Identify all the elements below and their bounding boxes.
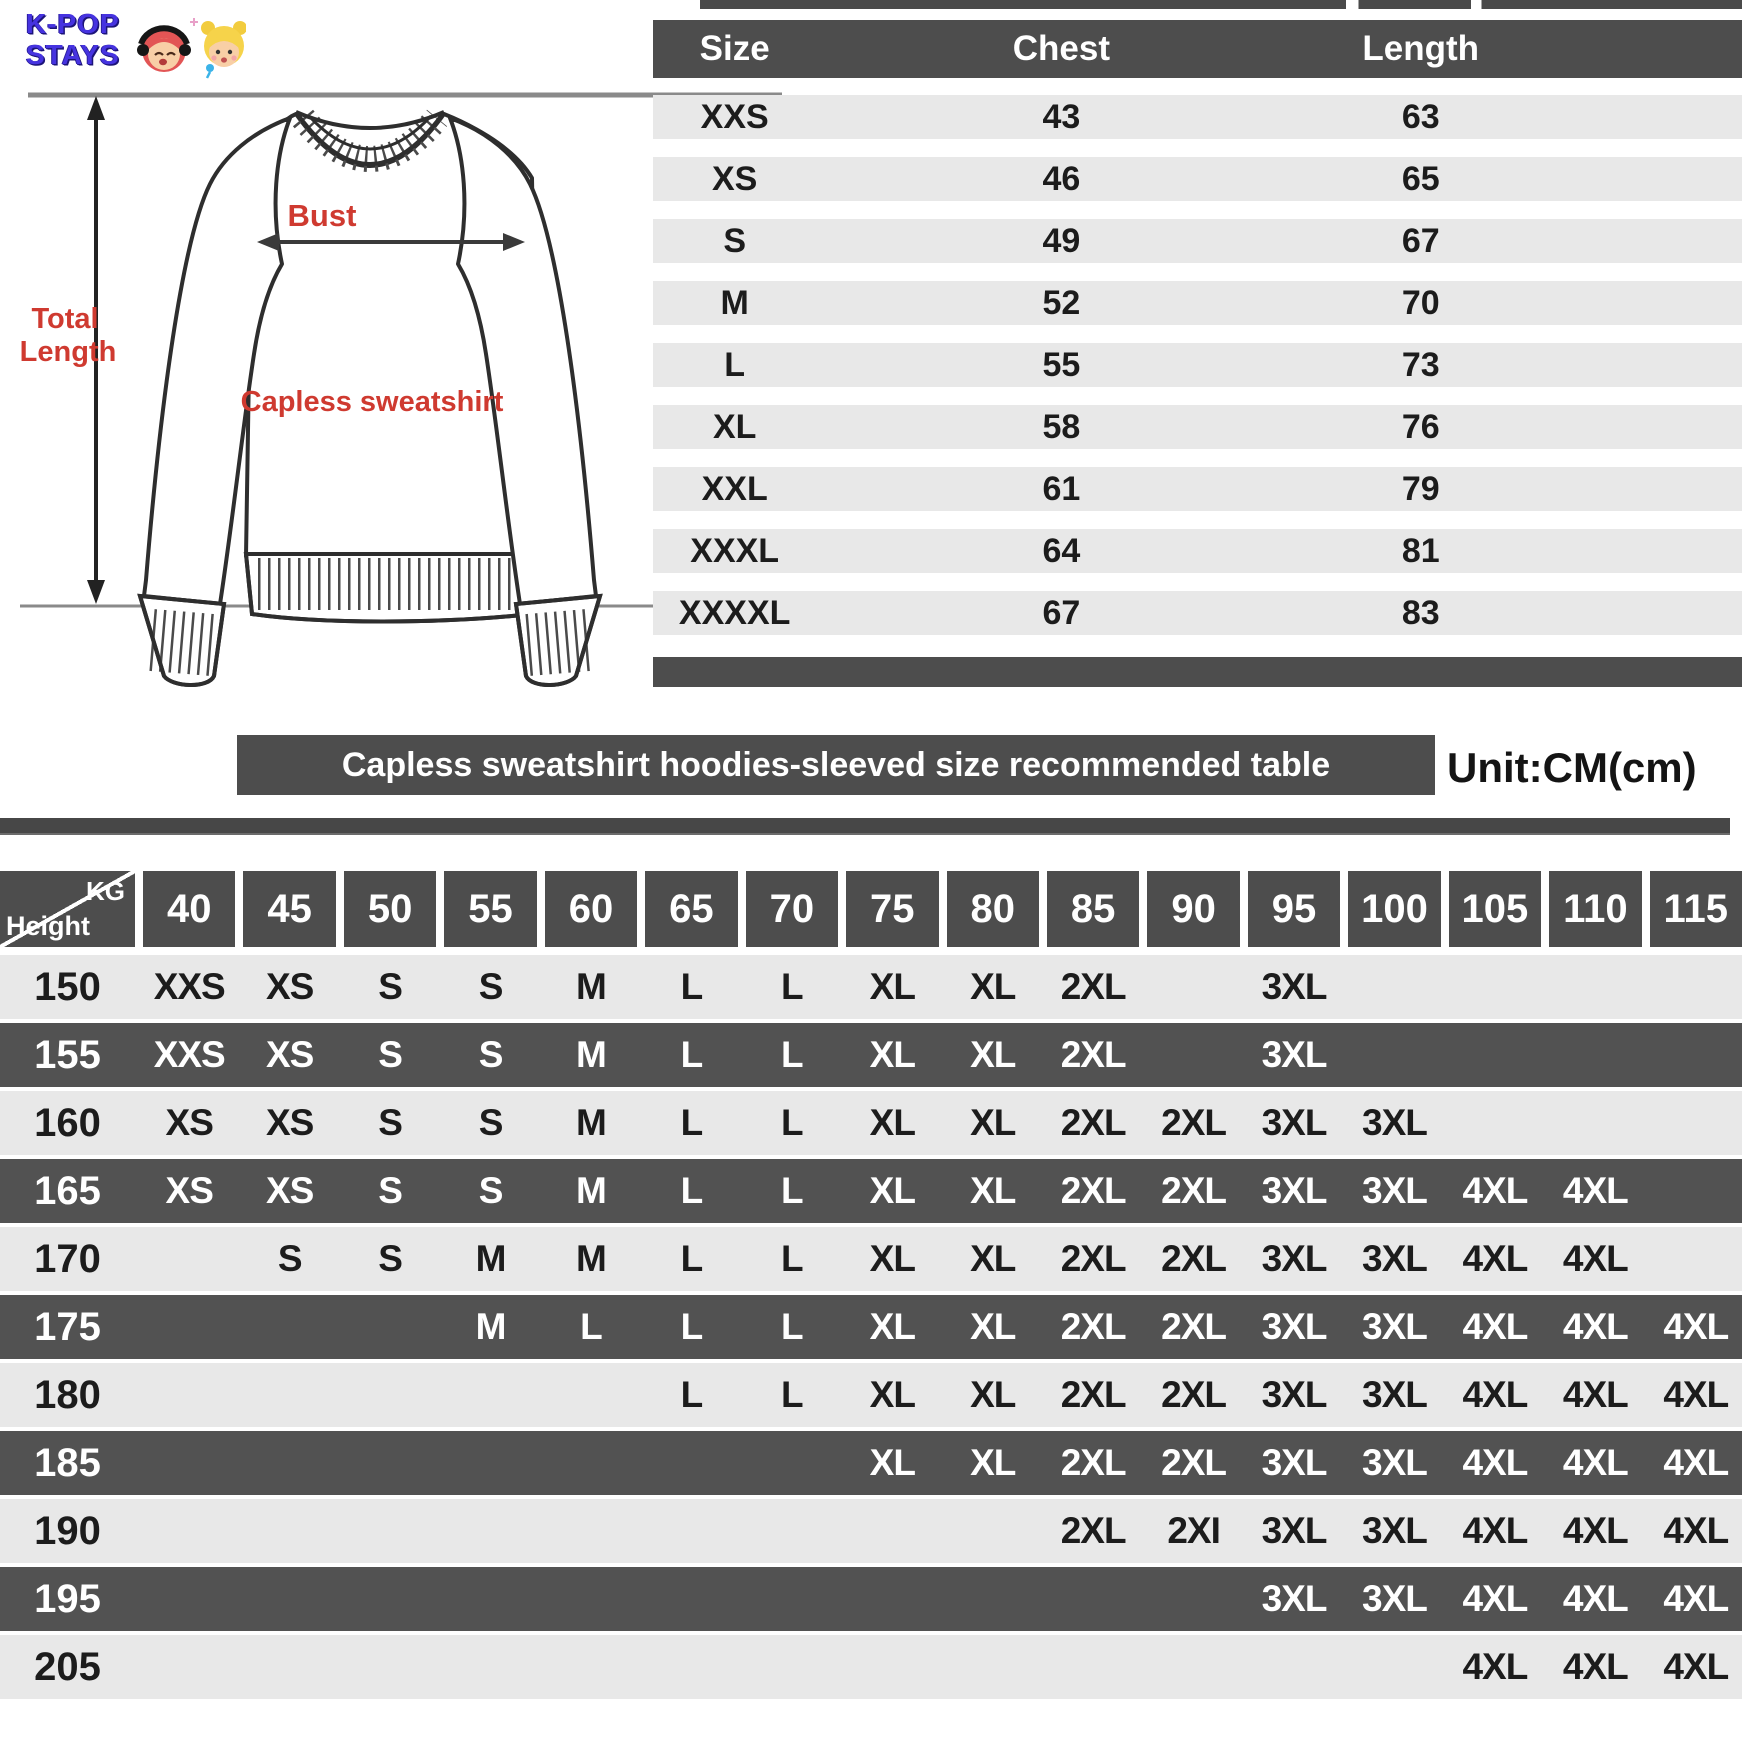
weight-header-cell: 70 <box>746 871 838 947</box>
height-cell: 185 <box>34 1440 101 1485</box>
height-cell: 165 <box>34 1168 101 1213</box>
recommended-size-cell: 4XL <box>1663 1510 1729 1551</box>
recommended-size-cell: 3XL <box>1362 1306 1427 1347</box>
length-cell: 79 <box>1401 469 1440 508</box>
recommend-row <box>0 1023 1742 1087</box>
recommended-size-cell: XL <box>869 1034 915 1075</box>
size-cell: XXL <box>701 469 768 508</box>
recommended-size-cell: M <box>475 1306 506 1347</box>
recommended-size-cell: 3XL <box>1362 1170 1427 1211</box>
height-cell: 170 <box>34 1236 101 1281</box>
recommended-size-cell: 2XL <box>1161 1102 1227 1143</box>
chest-cell: 67 <box>1042 593 1081 632</box>
recommended-size-cell: 3XL <box>1362 1238 1427 1279</box>
kg-label: KG <box>86 876 125 906</box>
recommended-size-cell: 4XL <box>1562 1646 1628 1687</box>
recommended-size-cell: 3XL <box>1362 1102 1427 1143</box>
length-cell: 73 <box>1401 345 1440 384</box>
weight-header-cell: 85 <box>1047 871 1139 947</box>
recommended-size-cell: L <box>680 1034 703 1075</box>
recommended-size-cell: 4XL <box>1663 1578 1729 1619</box>
size-table <box>653 20 1742 687</box>
recommended-size-cell: M <box>576 966 606 1007</box>
weight-header-cell: 55 <box>444 871 536 947</box>
size-col-header: Size <box>699 29 770 68</box>
recommended-size-cell: XL <box>970 966 1016 1007</box>
recommended-size-cell: 4XL <box>1562 1374 1628 1415</box>
height-cell: 155 <box>34 1032 101 1077</box>
total-length-label-line1: Total <box>31 303 99 335</box>
recommended-size-cell: XS <box>265 1034 314 1075</box>
recommended-size-cell: XL <box>869 1442 915 1483</box>
recommended-size-cell: 4XL <box>1462 1646 1528 1687</box>
recommended-size-cell: 3XL <box>1362 1374 1427 1415</box>
recommended-size-cell: XL <box>869 966 915 1007</box>
weight-header-cell: 60 <box>545 871 637 947</box>
recommended-size-cell: 3XL <box>1261 1442 1327 1483</box>
product-label: Capless sweatshirt <box>240 386 504 418</box>
recommended-size-cell: 2XL <box>1161 1442 1227 1483</box>
chest-cell: 64 <box>1042 531 1081 570</box>
size-table-footer-bar <box>653 657 1742 687</box>
recommended-size-cell: 2XL <box>1060 1306 1126 1347</box>
recommended-size-cell: 4XL <box>1663 1442 1729 1483</box>
size-table-row <box>653 95 1742 139</box>
chest-cell: 58 <box>1042 407 1081 446</box>
size-table-row <box>653 281 1742 325</box>
recommended-size-cell: 2XL <box>1161 1238 1227 1279</box>
height-cell: 180 <box>34 1372 101 1417</box>
recommended-size-cell: L <box>781 1102 803 1143</box>
logo-mascots-icon <box>136 12 246 84</box>
recommended-size-cell: 4XL <box>1663 1374 1729 1415</box>
weight-header-cell: 115 <box>1650 871 1742 947</box>
corner-cell <box>0 871 135 947</box>
recommended-size-cell: 3XL <box>1362 1578 1427 1619</box>
recommended-size-cell: M <box>576 1170 606 1211</box>
recommended-size-cell: 4XL <box>1663 1646 1729 1687</box>
recommended-size-cell: 3XL <box>1261 1034 1327 1075</box>
recommended-size-cell: XL <box>869 1238 915 1279</box>
recommendation-banner <box>237 735 1435 795</box>
recommended-size-cell: XS <box>265 1170 314 1211</box>
weight-header-cell: 40 <box>143 871 235 947</box>
recommended-size-cell: XL <box>869 1102 915 1143</box>
top-crop-bar <box>700 0 1742 9</box>
length-cell: 67 <box>1401 221 1440 260</box>
chest-cell: 55 <box>1042 345 1081 384</box>
recommended-size-cell: 4XL <box>1462 1306 1528 1347</box>
recommended-size-cell: 4XL <box>1562 1238 1628 1279</box>
recommended-size-cell: S <box>378 1102 402 1143</box>
recommended-size-cell: 2XL <box>1060 1102 1126 1143</box>
recommended-size-cell: 3XL <box>1261 1102 1327 1143</box>
size-table-row <box>653 405 1742 449</box>
weight-header-cell: 45 <box>243 871 335 947</box>
recommended-size-cell: 4XL <box>1562 1170 1628 1211</box>
recommended-size-cell: L <box>680 966 703 1007</box>
bust-label: Bust <box>287 198 357 233</box>
size-table-row <box>653 219 1742 263</box>
length-cell: 81 <box>1401 531 1440 570</box>
height-cell: 190 <box>34 1508 101 1553</box>
recommended-size-cell: XL <box>970 1442 1016 1483</box>
recommended-size-cell: L <box>781 1374 803 1415</box>
recommended-size-cell: XXS <box>153 1034 225 1075</box>
brand-logo <box>24 8 264 86</box>
recommended-size-cell: S <box>478 966 503 1007</box>
recommended-size-cell: XL <box>970 1034 1016 1075</box>
recommend-row <box>0 1431 1742 1495</box>
height-cell: 175 <box>34 1304 101 1349</box>
size-table-row <box>653 591 1742 635</box>
recommended-size-cell: L <box>781 1170 803 1211</box>
recommended-size-cell: 2XL <box>1060 1170 1126 1211</box>
recommended-size-cell: L <box>680 1170 703 1211</box>
chest-cell: 49 <box>1042 221 1081 260</box>
recommend-row <box>0 1363 1742 1427</box>
length-cell: 65 <box>1401 159 1440 198</box>
size-table-row <box>653 157 1742 201</box>
recommended-size-cell: XL <box>970 1306 1016 1347</box>
height-cell: 195 <box>34 1576 101 1621</box>
recommended-size-cell: XL <box>970 1374 1016 1415</box>
recommended-size-cell: 4XL <box>1562 1306 1628 1347</box>
size-cell: XS <box>711 159 758 198</box>
recommended-size-cell: XL <box>869 1374 915 1415</box>
recommended-size-cell: 2XL <box>1161 1306 1227 1347</box>
size-table-row <box>653 467 1742 511</box>
recommended-size-cell: 3XL <box>1362 1442 1427 1483</box>
unit-label: Unit:CM(cm) <box>1447 744 1697 791</box>
recommended-size-cell: S <box>378 1170 402 1211</box>
recommended-size-cell: S <box>378 1034 402 1075</box>
size-table-row <box>653 343 1742 387</box>
recommended-size-cell: S <box>478 1034 503 1075</box>
weight-header-cell: 75 <box>846 871 938 947</box>
size-cell: XXXXL <box>678 593 791 632</box>
height-cell: 160 <box>34 1100 101 1145</box>
recommended-size-cell: 2XL <box>1060 1238 1126 1279</box>
height-cell: 205 <box>34 1644 101 1689</box>
size-cell: S <box>723 221 747 260</box>
height-cell: 150 <box>34 964 101 1009</box>
recommended-size-cell: 2XL <box>1060 1510 1126 1551</box>
recommended-size-cell: 4XL <box>1663 1306 1729 1347</box>
recommended-size-cell: M <box>475 1238 506 1279</box>
recommended-size-cell: XL <box>970 1170 1016 1211</box>
recommended-size-cell: L <box>781 1306 803 1347</box>
recommended-size-cell: XS <box>265 966 314 1007</box>
logo-line1: K-POP <box>26 8 120 39</box>
recommended-size-cell: 4XL <box>1462 1578 1528 1619</box>
recommended-size-cell: 2XL <box>1060 1034 1126 1075</box>
recommended-size-cell: 3XL <box>1261 1510 1327 1551</box>
recommended-size-cell: XL <box>869 1170 915 1211</box>
recommended-size-cell: M <box>576 1034 606 1075</box>
recommended-size-cell: L <box>680 1102 703 1143</box>
recommended-size-cell: L <box>580 1306 602 1347</box>
recommended-size-cell: L <box>680 1374 703 1415</box>
banner-title: Capless sweatshirt hoodies-sleeved size recommended table <box>341 745 1331 784</box>
section-divider <box>0 818 1730 835</box>
weight-header-cell: 105 <box>1449 871 1541 947</box>
recommended-size-cell: 2XL <box>1060 1442 1126 1483</box>
recommended-size-cell: L <box>680 1306 703 1347</box>
weight-header-cell: 80 <box>947 871 1039 947</box>
chest-cell: 52 <box>1042 283 1081 322</box>
recommended-size-cell: 4XL <box>1462 1238 1528 1279</box>
recommended-size-cell: 2XL <box>1060 1374 1126 1415</box>
recommended-size-cell: 2XL <box>1161 1170 1227 1211</box>
weight-header-cell: 95 <box>1248 871 1340 947</box>
recommended-size-cell: M <box>576 1102 606 1143</box>
recommended-size-cell: XS <box>165 1170 213 1211</box>
length-cell: 76 <box>1401 407 1440 446</box>
recommended-size-cell: 4XL <box>1462 1374 1528 1415</box>
weight-header-cell: 65 <box>645 871 737 947</box>
size-cell: M <box>720 283 749 322</box>
recommended-size-cell: M <box>576 1238 606 1279</box>
recommended-size-cell: S <box>478 1102 503 1143</box>
recommended-size-cell: XXS <box>153 966 225 1007</box>
size-cell: L <box>724 345 746 384</box>
recommended-size-cell: 4XL <box>1562 1510 1628 1551</box>
recommended-size-cell: L <box>680 1238 703 1279</box>
recommended-size-cell: 3XL <box>1362 1510 1427 1551</box>
weight-header-cell: 90 <box>1147 871 1239 947</box>
recommended-size-cell: 3XL <box>1261 1170 1327 1211</box>
recommended-size-cell: 3XL <box>1261 1238 1327 1279</box>
recommended-size-cell: 4XL <box>1562 1578 1628 1619</box>
recommended-size-cell: 2XL <box>1060 966 1126 1007</box>
recommended-size-cell: XS <box>165 1102 213 1143</box>
recommended-size-cell: L <box>781 1034 803 1075</box>
recommended-size-cell: 2XI <box>1167 1510 1220 1551</box>
recommended-size-cell: S <box>378 966 402 1007</box>
length-col-header: Length <box>1362 29 1480 68</box>
recommended-size-cell: L <box>781 1238 803 1279</box>
recommended-size-cell: 3XL <box>1261 966 1327 1007</box>
recommended-size-cell: L <box>781 966 803 1007</box>
length-cell: 70 <box>1401 283 1440 322</box>
total-length-label-line2: Length <box>20 336 117 368</box>
chest-cell: 61 <box>1042 469 1081 508</box>
recommend-row <box>0 1159 1742 1223</box>
recommended-size-cell: 2XL <box>1161 1374 1227 1415</box>
size-cell: XL <box>712 407 757 446</box>
recommended-size-cell: XL <box>970 1238 1016 1279</box>
weight-header-cell: 50 <box>344 871 436 947</box>
recommend-row <box>0 1567 1742 1631</box>
weight-header-cell: 100 <box>1348 871 1440 947</box>
recommended-size-cell: XL <box>970 1102 1016 1143</box>
chest-cell: 43 <box>1042 97 1081 136</box>
recommended-size-cell: 3XL <box>1261 1306 1327 1347</box>
recommended-size-cell: 4XL <box>1462 1170 1528 1211</box>
recommend-row <box>0 1227 1742 1291</box>
recommended-size-cell: XS <box>265 1102 314 1143</box>
size-table-row <box>653 529 1742 573</box>
logo-line2: STAYS <box>26 39 120 70</box>
recommended-size-cell: S <box>277 1238 302 1279</box>
chest-col-header: Chest <box>1012 29 1110 68</box>
size-cell: XXS <box>700 97 769 136</box>
height-label: Height <box>6 911 90 941</box>
recommend-row <box>0 1091 1742 1155</box>
recommend-row <box>0 1635 1742 1699</box>
recommended-size-cell: S <box>478 1170 503 1211</box>
recommended-size-cell: 4XL <box>1462 1442 1528 1483</box>
weight-header-cell: 110 <box>1549 871 1641 947</box>
recommended-size-cell: XL <box>869 1306 915 1347</box>
logo-text <box>26 8 120 70</box>
length-cell: 83 <box>1401 593 1440 632</box>
recommended-size-cell: 4XL <box>1562 1442 1628 1483</box>
recommended-size-cell: 3XL <box>1261 1374 1327 1415</box>
recommend-table-header <box>0 871 1742 947</box>
recommend-row <box>0 955 1742 1019</box>
size-table-body <box>653 95 1742 635</box>
recommend-row <box>0 1499 1742 1563</box>
recommend-table <box>0 871 1742 1703</box>
recommend-table-body <box>0 955 1742 1699</box>
recommended-size-cell: S <box>378 1238 402 1279</box>
recommended-size-cell: 3XL <box>1261 1578 1327 1619</box>
recommended-size-cell: 4XL <box>1462 1510 1528 1551</box>
recommend-row <box>0 1295 1742 1359</box>
size-table-header <box>653 20 1742 78</box>
length-cell: 63 <box>1401 97 1440 136</box>
chest-cell: 46 <box>1042 159 1081 198</box>
size-cell: XXXL <box>690 531 780 570</box>
